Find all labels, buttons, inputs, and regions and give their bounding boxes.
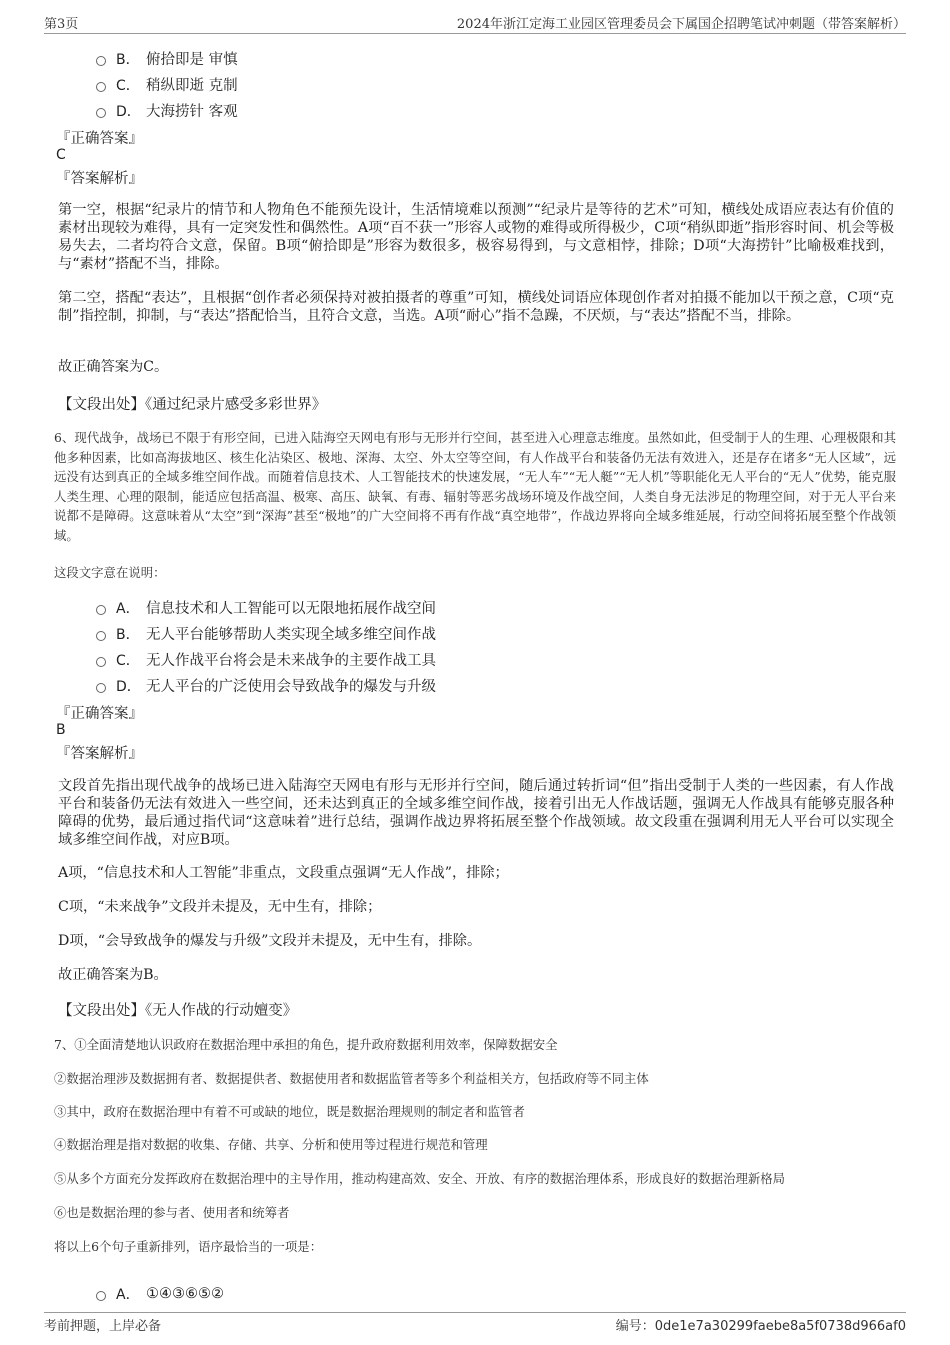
q6-option-b[interactable]: B． 无人平台能够帮助人类实现全域多维空间作战 <box>96 623 436 644</box>
q6-option-a[interactable]: A． 信息技术和人工智能可以无限地拓展作战空间 <box>96 597 436 618</box>
q5-answer: C <box>56 147 66 163</box>
radio-icon[interactable] <box>96 605 106 615</box>
q6-source: 【文段出处】《无人作战的行动嬗变》 <box>58 1003 298 1019</box>
document-id: 编号：0de1e7a30299faebe8a5f0738d966af0 <box>615 1319 906 1334</box>
q7-option-a[interactable]: A． ①④③⑥⑤② <box>96 1284 224 1304</box>
q7-sentence-1: 7、①全面清楚地认识政府在数据治理中承担的角色，提升政府数据利用效率，保障数据安全 <box>54 1037 558 1052</box>
q7-sentence-3: ③其中，政府在数据治理中有着不可或缺的地位，既是数据治理规则的制定者和监管者 <box>54 1104 525 1119</box>
q5-conclusion: 故正确答案为C。 <box>58 359 169 375</box>
radio-icon[interactable] <box>96 657 106 667</box>
q6-stem: 6、现代战争，战场已不限于有形空间，已进入陆海空天网电有形与无形并行空间，甚至进入心理意志维度。虽然如此，但受制于人的生理、心理极限和其他多种因素，比如高海拔地区、核生化沾染区、极地、深海、太空、外太空等空间，有人作战平台和装备仍无法有效进入，还是存在诸多“无人区域”，远远没有达到真正的全域多维空间作战。而随着信息技术、人工智能技术的快速发展，“无人车”“无人艇”“无人机”等职能化无人平台的“无人”优势，能克服人类生理、心理的限制，能适应包括高温、极寒、高压、缺氧、有毒、辐射等恶劣战场环境及作战空间，人类自身无法涉足的物理空间，对于无人平台来说都不是障碍。这意味着从“太空”到“深海”甚至“极地”的广大空间将不再有作战“真空地带”，作战边界将向全域多维延展，行动空间将拓展至整个作战领域。 <box>54 430 896 543</box>
page-footer <box>44 1312 906 1333</box>
radio-icon[interactable] <box>96 1291 106 1301</box>
q5-analysis-label: 『答案解析』 <box>56 171 143 187</box>
q5-analysis-paragraph-1: 第一空，根据“纪录片的情节和人物角色不能预先设计，生活情境难以预测”“纪录片是等待的艺术”可知，横线处成语应表达有价值的素材出现较为难得，具有一定突发性和偶然性。A项“百不获一”形容人或物的难得或所得极少，C项“稍纵即逝”指形容时间、机会等极易失去，二者均符合文意，保留。B项“俯拾即是”形容为数很多，极容易得到，与文意相悖，排除；D项“大海捞针”比喻极难找到，与“素材”搭配不当，排除。 <box>58 202 894 272</box>
radio-icon[interactable] <box>96 56 106 66</box>
q6-question: 这段文字意在说明： <box>54 565 166 580</box>
q6-option-c[interactable]: C． 无人作战平台将会是未来战争的主要作战工具 <box>96 649 436 670</box>
q5-answer-label: 『正确答案』 <box>56 131 143 147</box>
page-header <box>44 13 906 34</box>
radio-icon[interactable] <box>96 108 106 118</box>
q5-option-b[interactable]: B． 俯拾即是 审慎 <box>96 48 238 69</box>
radio-icon[interactable] <box>96 683 106 693</box>
page-number: 第3页 <box>44 17 79 32</box>
radio-icon[interactable] <box>96 82 106 92</box>
q7-question: 将以上6个句子重新排列，语序最恰当的一项是： <box>54 1239 323 1254</box>
q7-sentence-4: ④数据治理是指对数据的收集、存储、共享、分析和使用等过程进行规范和管理 <box>54 1137 488 1152</box>
footer-slogan: 考前押题，上岸必备 <box>44 1319 162 1334</box>
q7-sentence-6: ⑥也是数据治理的参与者、使用者和统筹者 <box>54 1205 290 1220</box>
q7-sentence-5: ⑤从多个方面充分发挥政府在数据治理中的主导作用，推动构建高效、安全、开放、有序的数据治理体系，形成良好的数据治理新格局 <box>54 1171 786 1186</box>
q6-conclusion: 故正确答案为B。 <box>58 967 168 983</box>
q6-analysis-label: 『答案解析』 <box>56 746 143 762</box>
q6-analysis-option-c: C项，“未来战争”文段并未提及，无中生有，排除； <box>58 899 382 915</box>
q6-analysis-paragraph-1: 文段首先指出现代战争的战场已进入陆海空天网电有形与无形并行空间，随后通过转折词“但”指出受制于人类的一些因素，有人作战平台和装备仍无法有效进入一些空间，还未达到真正的全域多维空间作战，接着引出无人作战话题，强调无人作战具有能够克服各种障碍的优势，最后通过指代词“这意味着”进行总结，强调作战边界将拓展至整个作战领域。故文段重在强调利用无人平台可以实现全域多维空间作战，对应B项。 <box>58 778 894 848</box>
radio-icon[interactable] <box>96 631 106 641</box>
q6-answer: B <box>56 722 66 738</box>
q5-analysis-paragraph-2: 第二空，搭配“表达”，且根据“创作者必须保持对被拍摄者的尊重”可知，横线处词语应体现创作者对拍摄不能加以干预之意，C项“克制”指控制，抑制，与“表达”搭配恰当，且符合文意，当选。A项“耐心”指不急躁，不厌烦，与“表达”搭配不当，排除。 <box>58 290 894 324</box>
q6-analysis-option-a: A项，“信息技术和人工智能”非重点，文段重点强调“无人作战”，排除； <box>58 865 509 881</box>
q5-option-c[interactable]: C． 稍纵即逝 克制 <box>96 74 238 95</box>
q6-answer-label: 『正确答案』 <box>56 706 143 722</box>
q5-source: 【文段出处】《通过纪录片感受多彩世界》 <box>58 397 327 413</box>
document-title: 2024年浙江定海工业园区管理委员会下属国企招聘笔试冲刺题（带答案解析） <box>456 17 906 32</box>
q6-analysis-option-d: D项，“会导致战争的爆发与升级”文段并未提及，无中生有，排除。 <box>58 933 482 949</box>
q7-sentence-2: ②数据治理涉及数据拥有者、数据提供者、数据使用者和数据监管者等多个利益相关方，包括政府等不同主体 <box>54 1071 649 1086</box>
q6-option-d[interactable]: D． 无人平台的广泛使用会导致战争的爆发与升级 <box>96 675 436 696</box>
q5-option-d[interactable]: D． 大海捞针 客观 <box>96 100 238 121</box>
